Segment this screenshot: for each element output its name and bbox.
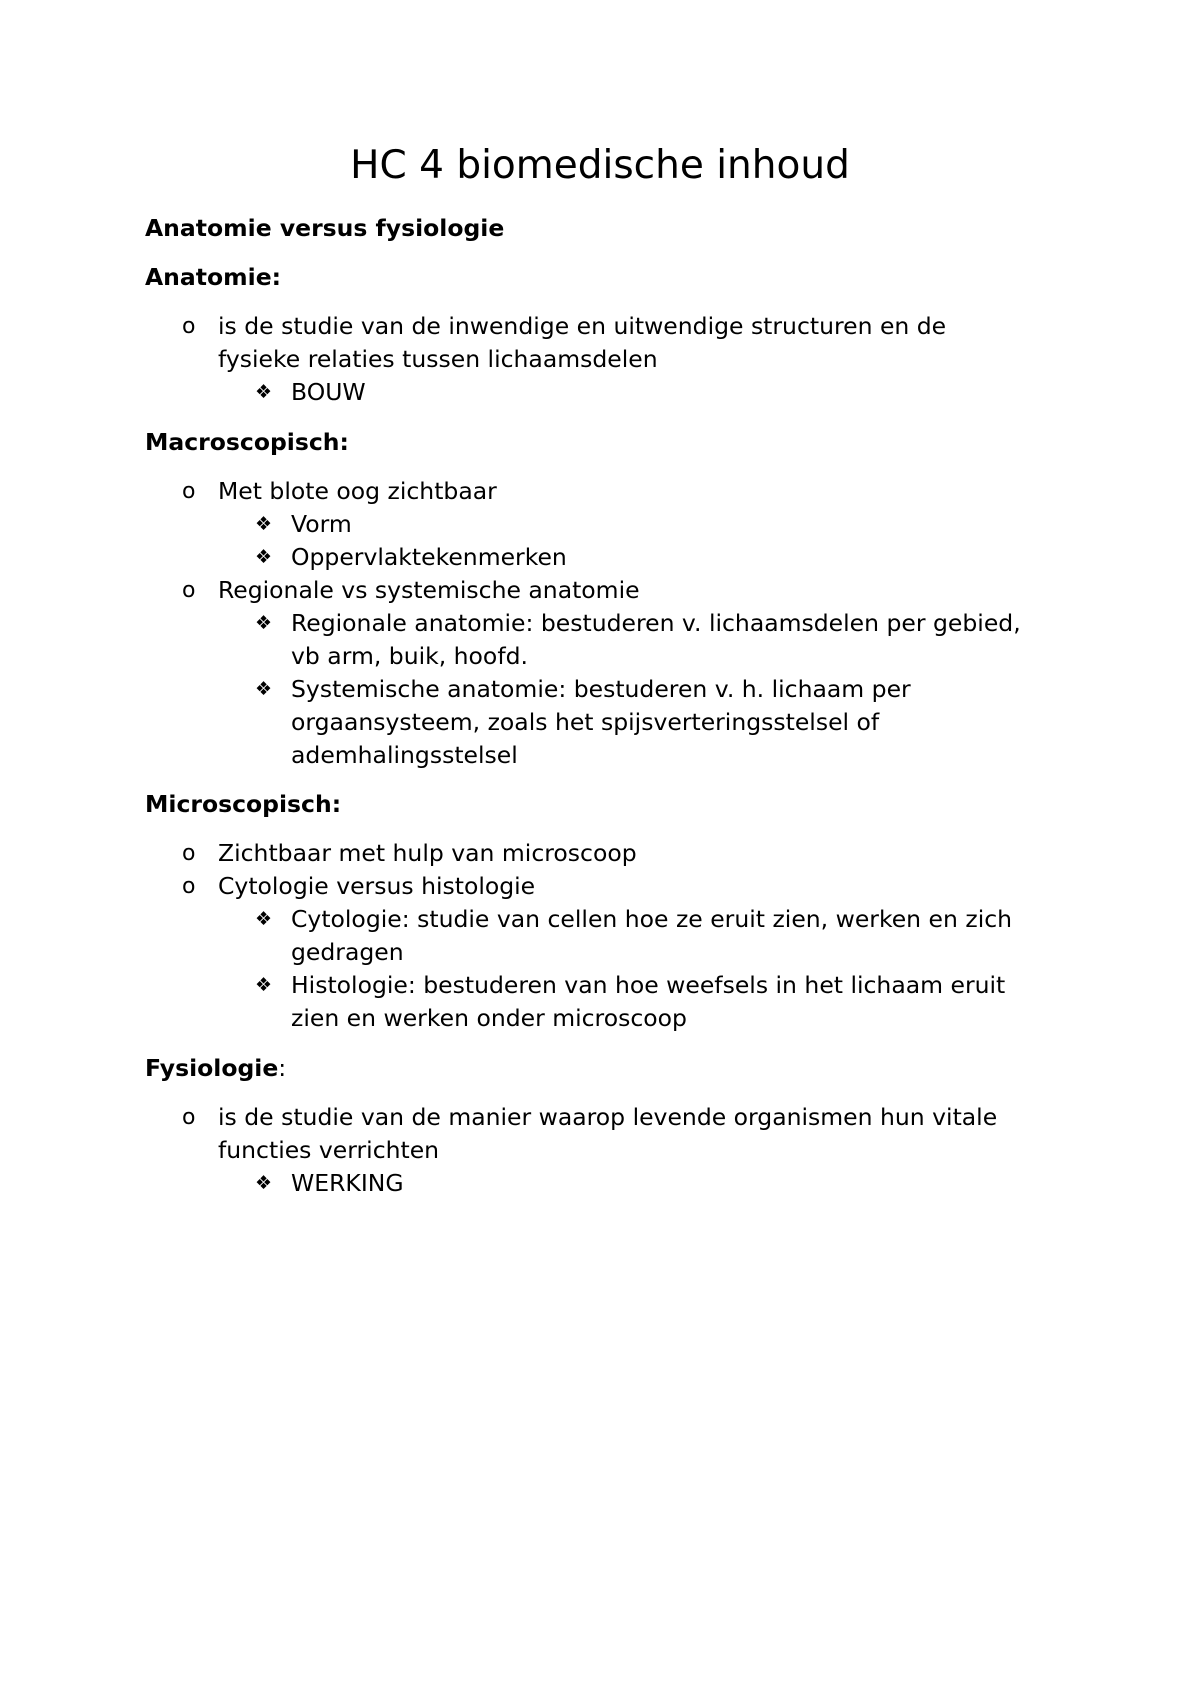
sub-list-item-text: Vorm [291, 510, 352, 538]
sub-list-item-text: vb arm, buik, hoofd. [291, 642, 528, 670]
subtitle-heading: Anatomie versus fysiologie [145, 214, 505, 242]
anatomie-heading: Anatomie: [145, 263, 282, 291]
sub-list-item-text: Regionale anatomie: bestuderen v. lichaamsdelen per gebied, [291, 609, 1021, 637]
list-bullet: o [182, 874, 196, 899]
diamond-bullet-icon: ❖ [255, 908, 273, 930]
sub-list-item-text: orgaansysteem, zoals het spijsverteringsstelsel of [291, 708, 880, 736]
list-item-text: is de studie van de manier waarop levende organismen hun vitale [218, 1103, 998, 1131]
microscopisch-heading: Microscopisch: [145, 790, 342, 818]
sub-list-item-text: Oppervlaktekenmerken [291, 543, 567, 571]
fysiologie-heading-bold: Fysiologie [145, 1054, 279, 1082]
diamond-bullet-icon: ❖ [255, 678, 273, 700]
list-bullet: o [182, 479, 196, 504]
fysiologie-heading-colon: : [278, 1054, 287, 1082]
sub-list-item-text: Cytologie: studie van cellen hoe ze eruit zien, werken en zich [291, 905, 1013, 933]
diamond-bullet-icon: ❖ [255, 1172, 273, 1194]
list-item-text: Met blote oog zichtbaar [218, 477, 497, 505]
diamond-bullet-icon: ❖ [255, 381, 273, 403]
diamond-bullet-icon: ❖ [255, 974, 273, 996]
sub-list-item-text: Histologie: bestuderen van hoe weefsels in het lichaam eruit [291, 971, 1006, 999]
list-bullet: o [182, 578, 196, 603]
sub-list-item-text: gedragen [291, 938, 404, 966]
list-item-text: Regionale vs systemische anatomie [218, 576, 640, 604]
list-bullet: o [182, 841, 196, 866]
sub-list-item-text: zien en werken onder microscoop [291, 1004, 687, 1032]
list-item-text: functies verrichten [218, 1136, 440, 1164]
list-item-text: is de studie van de inwendige en uitwendige structuren en de [218, 312, 947, 340]
macroscopisch-heading: Macroscopisch: [145, 428, 349, 456]
sub-list-item-text: BOUW [291, 378, 366, 406]
diamond-bullet-icon: ❖ [255, 612, 273, 634]
list-bullet: o [182, 1105, 196, 1130]
list-item-text: Cytologie versus histologie [218, 872, 536, 900]
diamond-bullet-icon: ❖ [255, 546, 273, 568]
sub-list-item-text: Systemische anatomie: bestuderen v. h. lichaam per [291, 675, 911, 703]
list-bullet: o [182, 314, 196, 339]
list-item-text: fysieke relaties tussen lichaamsdelen [218, 345, 658, 373]
document-title: HC 4 biomedische inhoud [350, 143, 850, 188]
sub-list-item-text: WERKING [291, 1169, 404, 1197]
fysiologie-heading [145, 1052, 286, 1085]
diamond-bullet-icon: ❖ [255, 513, 273, 535]
list-item-text: Zichtbaar met hulp van microscoop [218, 839, 637, 867]
sub-list-item-text: ademhalingsstelsel [291, 741, 518, 769]
